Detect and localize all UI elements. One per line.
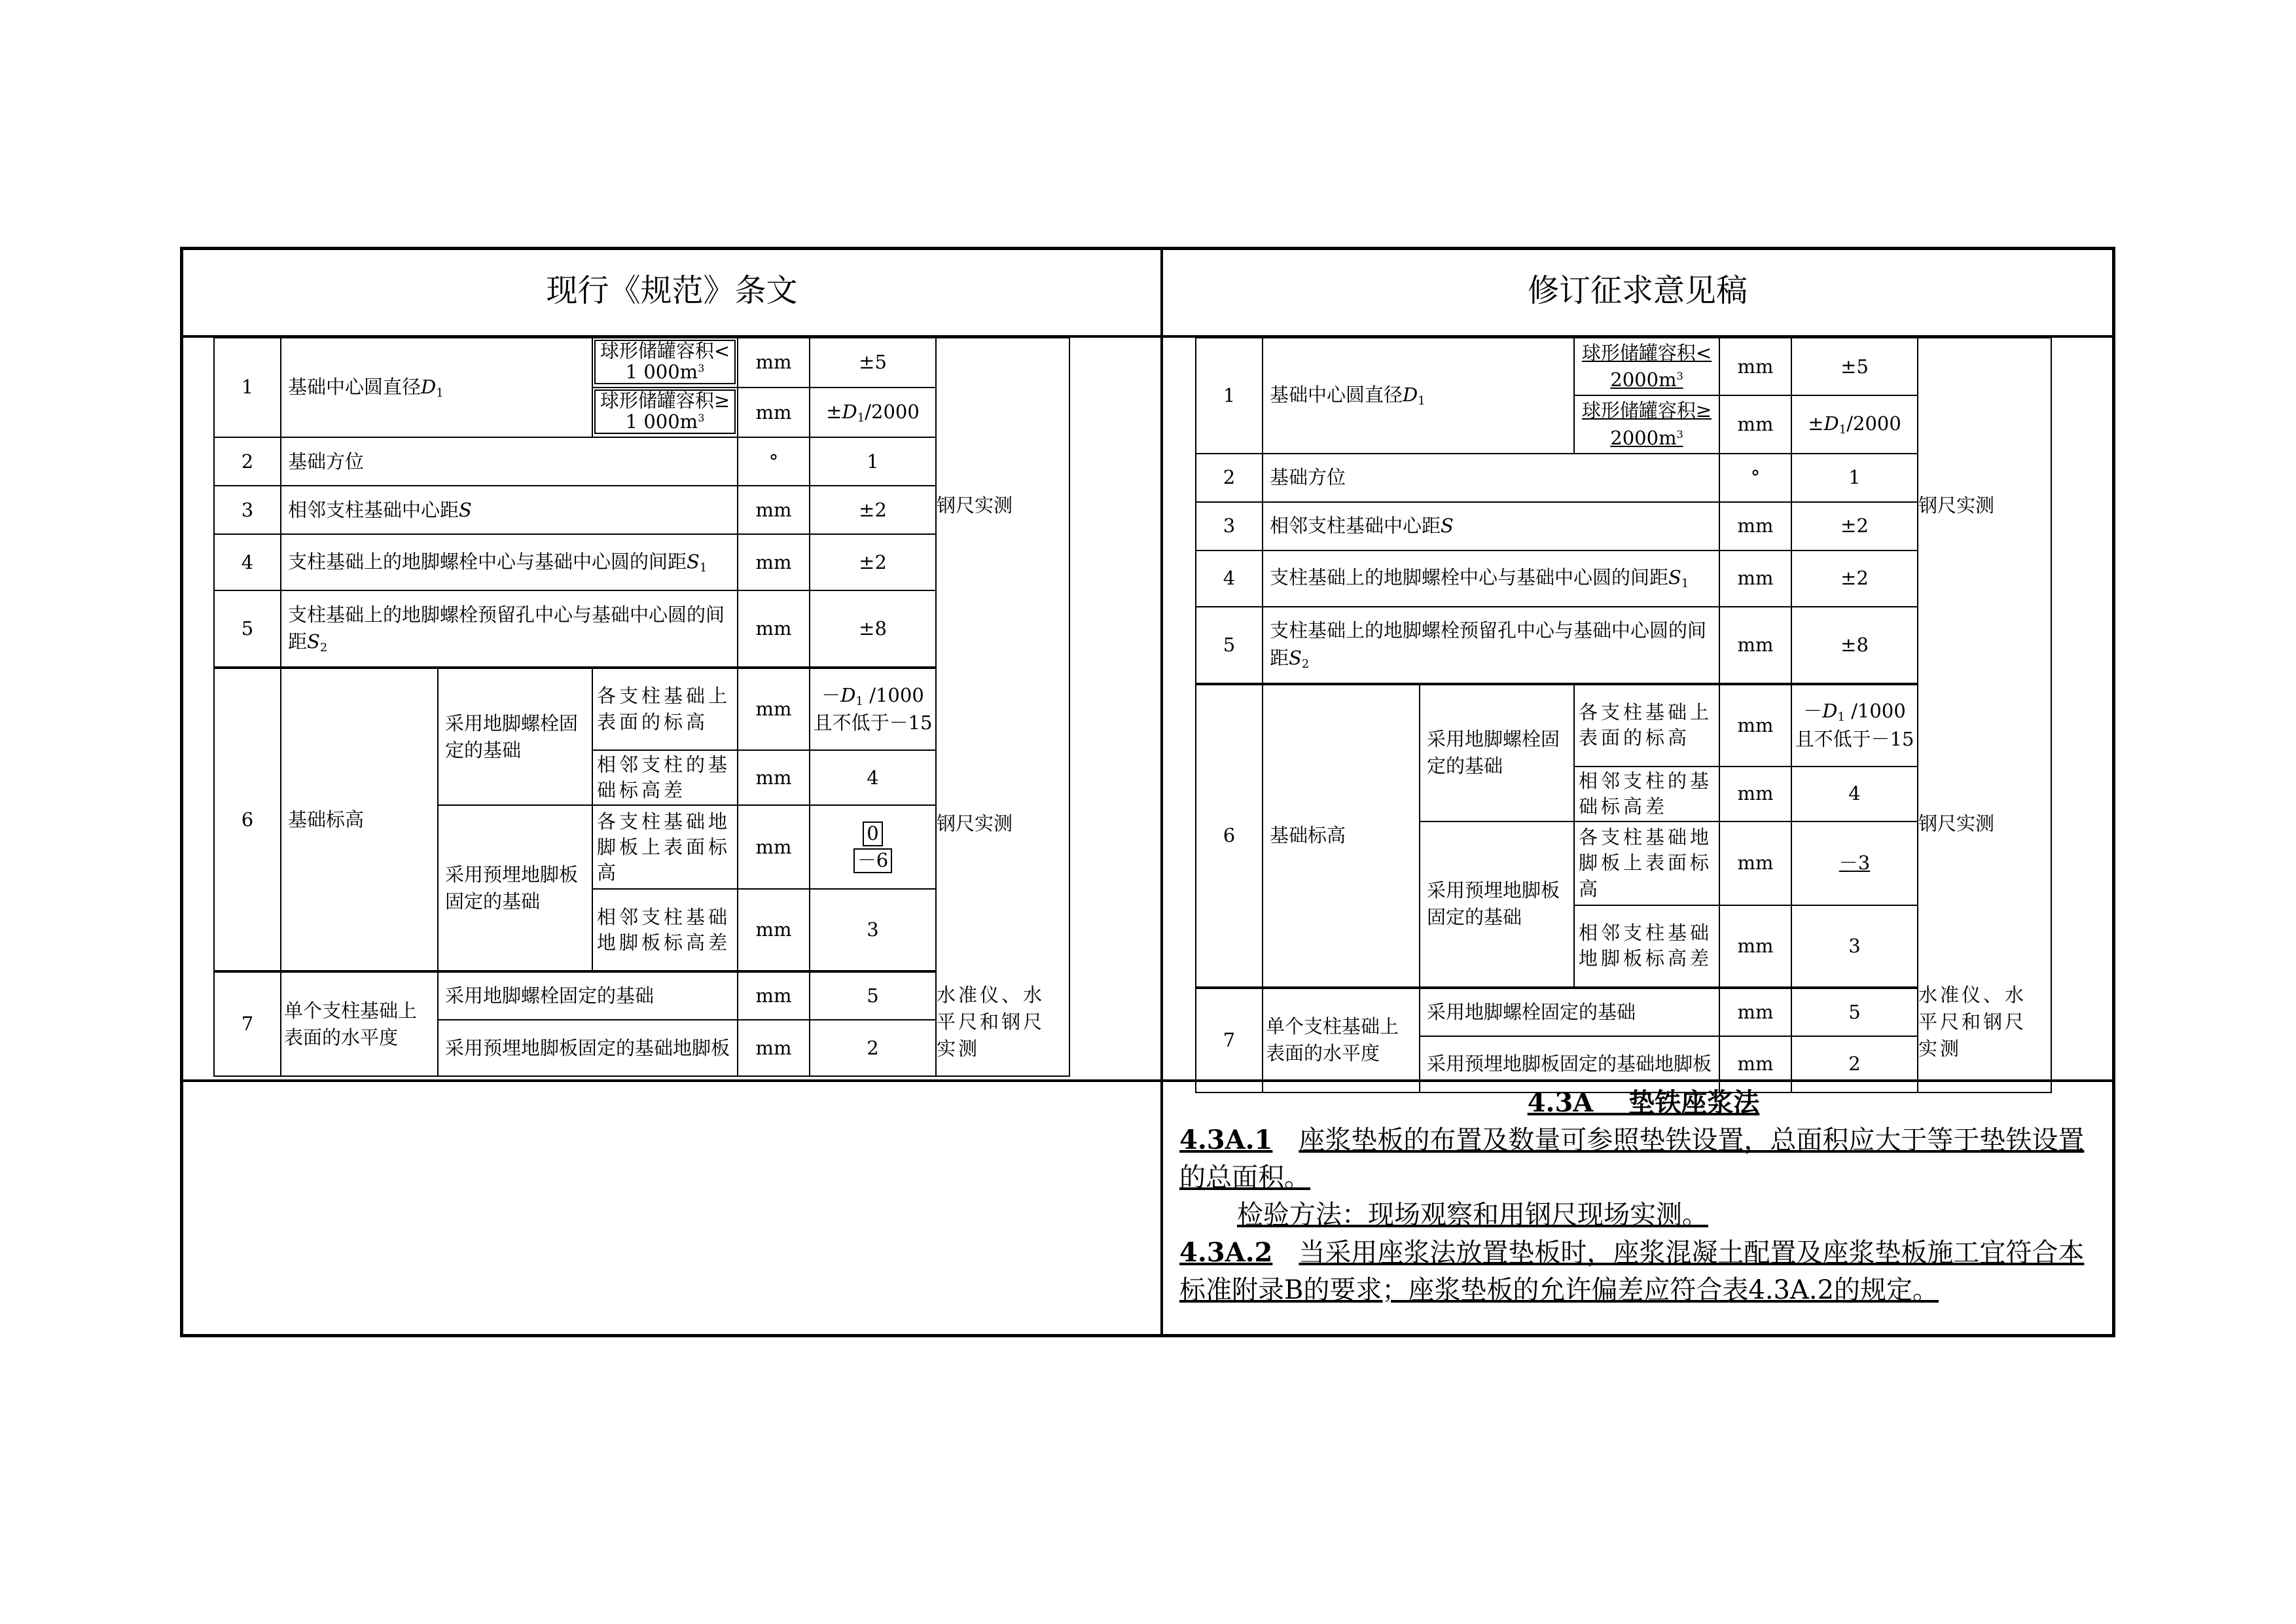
- condition-cell: 球形储罐容积≥1 $000m^3$: [592, 388, 738, 437]
- tolerance-value: ±2: [810, 486, 936, 534]
- check-method: [1918, 338, 2051, 1092]
- row-number: 4: [1196, 550, 1263, 607]
- tolerance-value: ±2: [1791, 502, 1918, 550]
- unit-cell: mm: [738, 668, 810, 750]
- left-tolerance-table: [213, 337, 1070, 1077]
- unit-cell: mm: [1719, 988, 1791, 1036]
- unit-cell: °: [1719, 454, 1791, 502]
- condition-cell: 球形储罐容积$\ge 2000m^3$: [1574, 395, 1719, 453]
- check-method-label: 水准仪、水平尺和钢尺实测: [937, 984, 1045, 1060]
- sub-item-label: 采用预埋地脚板固定的基础地脚板: [1420, 1036, 1719, 1092]
- check-method-label: 钢尺实测: [1918, 812, 1995, 835]
- right-column-title: 修订征求意见稿: [1527, 272, 1748, 309]
- table-row: [1196, 338, 2051, 395]
- tolerance-value: ±2: [810, 534, 936, 590]
- check-method-label: 钢尺实测: [1918, 494, 1995, 516]
- column-divider: [1160, 247, 1163, 1337]
- sub-item-label: 各支柱基础上表面的标高: [592, 668, 738, 750]
- clause-1-check: 检验方法：现场观察和用钢尺现场实测。: [1237, 1200, 1708, 1230]
- group-label: 采用地脚螺栓固定的基础: [1420, 684, 1574, 821]
- row-number: 6: [214, 668, 281, 971]
- tolerance-value: 0 －6: [810, 805, 936, 889]
- row-number: 3: [214, 486, 281, 534]
- condition-cell: 球形储罐容积<1 $000m^3$: [592, 338, 738, 388]
- right-tolerance-table: [1195, 337, 2052, 1093]
- tolerance-value: ±8: [810, 590, 936, 668]
- item-label: 单个支柱基础上表面的水平度: [1263, 988, 1420, 1092]
- item-label: 支柱基础上的地脚螺栓中心与基础中心圆的间距$S_1$: [281, 534, 738, 590]
- row-number: 1: [214, 338, 281, 437]
- check-method-label: 水准仪、水平尺和钢尺实测: [1918, 984, 2027, 1060]
- unit-cell: mm: [1719, 821, 1791, 905]
- tolerance-value: ±5: [810, 338, 936, 388]
- unit-cell: mm: [1719, 905, 1791, 988]
- item-label: 支柱基础上的地脚螺栓预留孔中心与基础中心圆的间距$S_2$: [281, 590, 738, 668]
- check-method-label: 钢尺实测: [937, 494, 1013, 516]
- unit-cell: mm: [738, 750, 810, 805]
- tolerance-value: $\pm D_1/2000$: [810, 388, 936, 437]
- unit-cell: mm: [1719, 767, 1791, 821]
- unit-cell: mm: [738, 889, 810, 971]
- unit-cell: mm: [1719, 607, 1791, 684]
- tolerance-value: 5: [810, 971, 936, 1020]
- table-row: [214, 338, 1069, 388]
- tolerance-value: ±2: [1791, 550, 1918, 607]
- tolerance-value: 3: [810, 889, 936, 971]
- tolerance-value: 5: [1791, 988, 1918, 1036]
- item-label: 基础方位: [281, 437, 738, 486]
- row-number: 6: [1196, 684, 1263, 988]
- sub-item-label: 采用地脚螺栓固定的基础: [438, 971, 738, 1020]
- item-label: 基础中心圆直径$D_1$: [281, 338, 592, 437]
- tolerance-value: 2: [810, 1020, 936, 1076]
- row-number: 7: [214, 971, 281, 1076]
- row-number: 1: [1196, 338, 1263, 454]
- unit-cell: mm: [738, 590, 810, 668]
- sub-item-label: 相邻支柱的基础标高差: [592, 750, 738, 805]
- sub-item-label: 相邻支柱的基础标高差: [1574, 767, 1719, 821]
- condition-cell: 球形储罐容积$<2000m^3$: [1574, 338, 1719, 395]
- tolerance-value: $\pm D_1/2000$: [1791, 395, 1918, 453]
- unit-cell: mm: [1719, 395, 1791, 453]
- sub-item-label: 各支柱基础地脚板上表面标高: [592, 805, 738, 889]
- item-label: 单个支柱基础上表面的水平度: [281, 971, 438, 1076]
- tolerance-value: 1: [1791, 454, 1918, 502]
- unit-cell: mm: [1719, 1036, 1791, 1092]
- item-label: 支柱基础上的地脚螺栓预留孔中心与基础中心圆的间距$S_2$: [1263, 607, 1719, 684]
- check-method-label: 钢尺实测: [937, 812, 1013, 835]
- unit-cell: mm: [738, 805, 810, 889]
- left-column-title: 现行《规范》条文: [546, 272, 798, 309]
- unit-cell: mm: [738, 338, 810, 388]
- sub-item-label: 各支柱基础地脚板上表面标高: [1574, 821, 1719, 905]
- row-number: 4: [214, 534, 281, 590]
- unit-cell: mm: [738, 534, 810, 590]
- tolerance-value: $-D_1$ /1000 且不低于－15: [1791, 684, 1918, 767]
- unit-cell: mm: [1719, 684, 1791, 767]
- clause-1: 4.3A.1 座浆垫板的布置及数量可参照垫铁设置，总面积应大于等于垫铁设置的总面积。: [1179, 1125, 2085, 1193]
- clause-2: 4.3A.2 当采用座浆法放置垫板时，座浆混凝土配置及座浆垫板施工宜符合本标准附录B的要求；座浆垫板的允许偏差应符合表4.3A.2的规定。: [1179, 1237, 2085, 1305]
- unit-cell: mm: [738, 388, 810, 437]
- sub-item-label: 采用地脚螺栓固定的基础: [1420, 988, 1719, 1036]
- group-label: 采用预埋地脚板固定的基础: [438, 805, 592, 971]
- row-number: 3: [1196, 502, 1263, 550]
- tolerance-value: 1: [810, 437, 936, 486]
- group-label: 采用地脚螺栓固定的基础: [438, 668, 592, 805]
- item-label: 相邻支柱基础中心距S: [281, 486, 738, 534]
- check-method: [936, 338, 1069, 1076]
- tolerance-value: 4: [810, 750, 936, 805]
- sub-item-label: 采用预埋地脚板固定的基础地脚板: [438, 1020, 738, 1076]
- sub-item-label: 相邻支柱基础地脚板标高差: [592, 889, 738, 971]
- tolerance-value: 2: [1791, 1036, 1918, 1092]
- section-title: 4.3A 垫铁座浆法: [1527, 1087, 1760, 1118]
- tolerance-value: $-D_1$ /1000 且不低于－15: [810, 668, 936, 750]
- item-label: 基础方位: [1263, 454, 1719, 502]
- row-number: 5: [214, 590, 281, 668]
- tolerance-value: 4: [1791, 767, 1918, 821]
- unit-cell: mm: [738, 1020, 810, 1076]
- unit-cell: mm: [738, 486, 810, 534]
- unit-cell: mm: [1719, 338, 1791, 395]
- row-number: 7: [1196, 988, 1263, 1092]
- item-label: 相邻支柱基础中心距S: [1263, 502, 1719, 550]
- row-number: 5: [1196, 607, 1263, 684]
- tolerance-value: ±8: [1791, 607, 1918, 684]
- item-label: 基础标高: [1263, 684, 1420, 988]
- row-number: 2: [1196, 454, 1263, 502]
- sub-item-label: 各支柱基础上表面的标高: [1574, 684, 1719, 767]
- item-label: 基础标高: [281, 668, 438, 971]
- unit-cell: mm: [738, 971, 810, 1020]
- unit-cell: mm: [1719, 550, 1791, 607]
- tolerance-value: ±5: [1791, 338, 1918, 395]
- unit-cell: °: [738, 437, 810, 486]
- group-label: 采用预埋地脚板固定的基础: [1420, 821, 1574, 988]
- revision-text: [1179, 1084, 2108, 1309]
- item-label: 基础中心圆直径$D_1$: [1263, 338, 1574, 454]
- unit-cell: mm: [1719, 502, 1791, 550]
- item-label: 支柱基础上的地脚螺栓中心与基础中心圆的间距$S_1$: [1263, 550, 1719, 607]
- tolerance-value: 3: [1791, 905, 1918, 988]
- row-number: 2: [214, 437, 281, 486]
- sub-item-label: 相邻支柱基础地脚板标高差: [1574, 905, 1719, 988]
- tolerance-value: －3: [1791, 821, 1918, 905]
